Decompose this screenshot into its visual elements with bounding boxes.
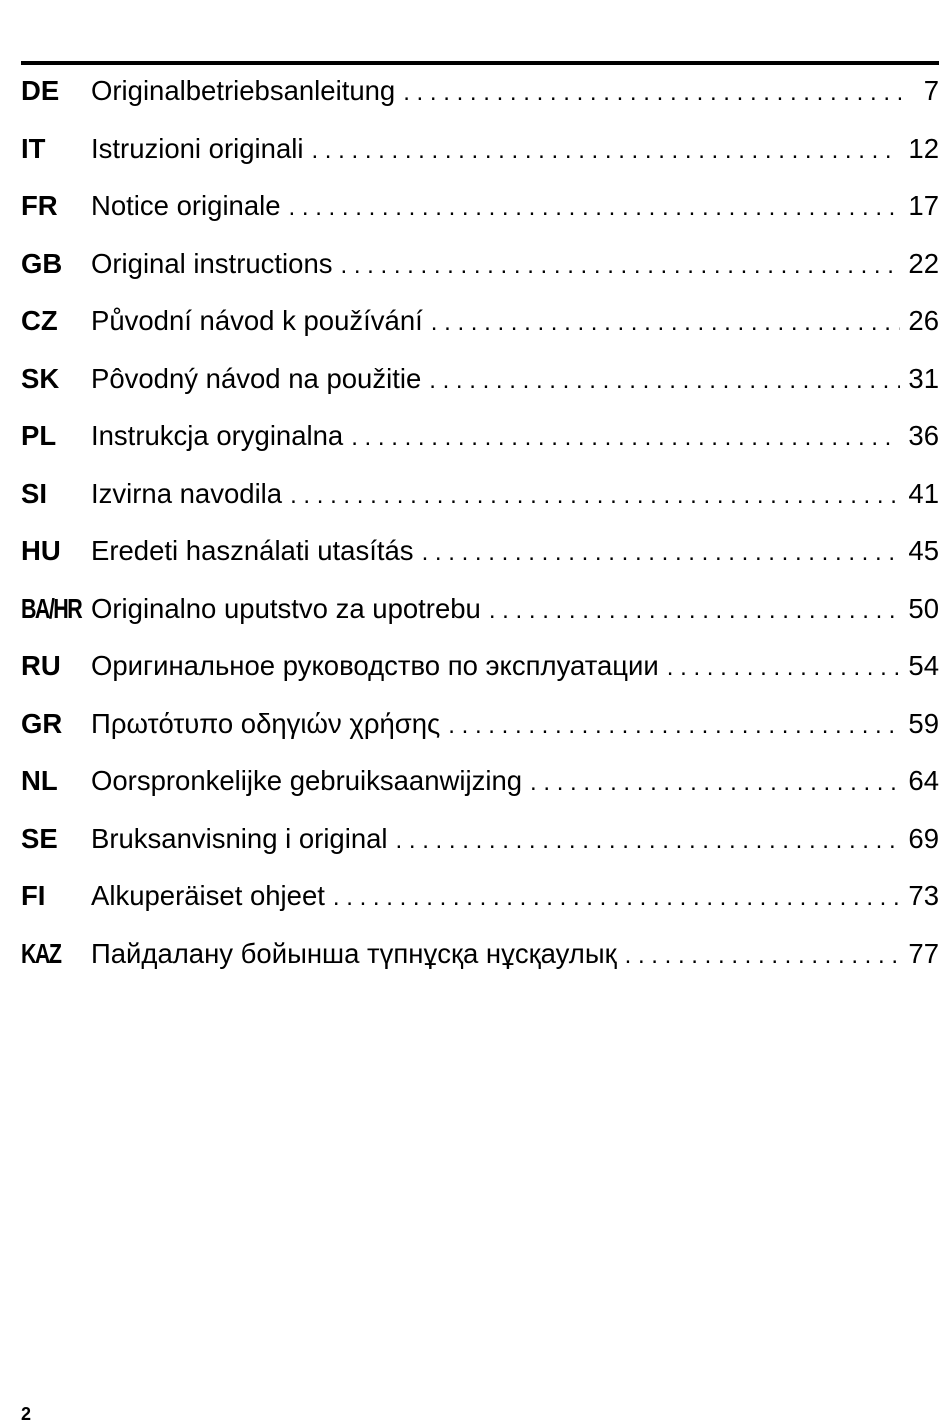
page-ref: 17 bbox=[908, 190, 939, 221]
toc-entry-se[interactable] bbox=[21, 810, 939, 868]
toc-entry-hu[interactable] bbox=[21, 522, 939, 580]
dot-leader bbox=[396, 812, 901, 870]
page-ref: 73 bbox=[908, 880, 939, 911]
dot-leader bbox=[290, 467, 900, 525]
page-ref: 77 bbox=[908, 937, 939, 969]
dot-leader bbox=[448, 697, 900, 755]
toc-entry-gr[interactable] bbox=[21, 695, 939, 753]
dot-leader bbox=[311, 122, 900, 180]
entry-title: Alkuperäiset ohjeet bbox=[91, 880, 325, 911]
language-code: FR bbox=[21, 190, 58, 221]
page-ref: 31 bbox=[908, 362, 939, 394]
toc-entry-pl[interactable] bbox=[21, 407, 939, 465]
page-ref: 36 bbox=[908, 420, 939, 451]
language-code: SK bbox=[21, 362, 60, 394]
dot-leader bbox=[351, 409, 900, 467]
page-number: 2 bbox=[21, 1404, 32, 1424]
language-code: CZ bbox=[21, 305, 58, 336]
dot-leader bbox=[625, 927, 901, 985]
page-ref: 64 bbox=[908, 765, 939, 796]
dot-leader bbox=[289, 179, 901, 237]
entry-title: Notice originale bbox=[91, 190, 281, 221]
dot-leader bbox=[403, 64, 901, 122]
dot-leader bbox=[489, 582, 901, 640]
dot-leader bbox=[530, 754, 900, 812]
toc-entry-de[interactable] bbox=[21, 62, 939, 120]
dot-leader bbox=[429, 352, 900, 410]
page-ref: 69 bbox=[908, 822, 939, 854]
toc-entry-cz[interactable] bbox=[21, 292, 939, 350]
language-code: GR bbox=[21, 707, 63, 739]
language-code: HU bbox=[21, 535, 61, 566]
toc-entry-ru[interactable] bbox=[21, 637, 939, 695]
language-code: FI bbox=[21, 880, 46, 911]
entry-title: Oorspronkelijke gebruiksaanwijzing bbox=[91, 765, 523, 796]
language-code-wrapper bbox=[21, 925, 91, 983]
dot-leader bbox=[667, 639, 901, 697]
language-code: GB bbox=[21, 247, 63, 279]
language-code: SI bbox=[21, 477, 47, 509]
page-ref: 26 bbox=[908, 305, 939, 336]
entry-title: Instrukcja oryginalna bbox=[91, 420, 344, 451]
language-code: SE bbox=[21, 822, 58, 854]
entry-title: Původní návod k používání bbox=[91, 305, 423, 336]
entry-title: Оригинальное руководство по эксплуатации bbox=[91, 650, 659, 681]
language-code-wrapper bbox=[21, 580, 91, 638]
entry-title: Originalno uputstvo za upotrebu bbox=[91, 592, 481, 624]
toc-entry-it[interactable] bbox=[21, 120, 939, 178]
toc-entry-nl[interactable] bbox=[21, 752, 939, 810]
language-code: PL bbox=[21, 420, 57, 451]
toc-entry-fr[interactable] bbox=[21, 177, 939, 235]
language-code: IT bbox=[21, 132, 46, 164]
toc-entry-fi[interactable] bbox=[21, 867, 939, 925]
page-ref: 41 bbox=[908, 477, 939, 509]
toc-entry-sk[interactable] bbox=[21, 350, 939, 408]
page-ref: 7 bbox=[923, 75, 939, 106]
page-ref: 59 bbox=[908, 707, 939, 739]
toc-entry-ba-hr[interactable] bbox=[21, 580, 939, 638]
dot-leader bbox=[340, 237, 900, 295]
toc-entry-si[interactable] bbox=[21, 465, 939, 523]
toc-entry-gb[interactable] bbox=[21, 235, 939, 293]
page-ref: 22 bbox=[908, 247, 939, 279]
entry-title: Izvirna navodila bbox=[91, 477, 283, 509]
page-ref: 50 bbox=[908, 592, 939, 624]
page-ref: 54 bbox=[908, 650, 939, 681]
entry-title: Eredeti használati utasítás bbox=[91, 535, 414, 566]
dot-leader bbox=[431, 294, 901, 352]
page-ref: 45 bbox=[908, 535, 939, 566]
entry-title: Πρωτότυπο οδηγιών χρήσης bbox=[91, 707, 441, 739]
entry-title: Пайдалану бойынша түпнұсқа нұсқаулық bbox=[91, 937, 617, 969]
language-code: RU bbox=[21, 650, 61, 681]
entry-title: Istruzioni originali bbox=[91, 132, 304, 164]
entry-title: Original instructions bbox=[91, 247, 333, 279]
entry-title: Pôvodný návod na použitie bbox=[91, 362, 422, 394]
page-ref: 12 bbox=[908, 132, 939, 164]
toc-entry-kaz[interactable] bbox=[21, 925, 939, 983]
dot-leader bbox=[422, 524, 901, 582]
language-code: DE bbox=[21, 75, 60, 106]
entry-title: Bruksanvisning i original bbox=[91, 822, 388, 854]
table-of-contents bbox=[21, 62, 939, 982]
language-code: KAZ bbox=[21, 937, 61, 969]
language-code: NL bbox=[21, 765, 58, 796]
entry-title: Originalbetriebsanleitung bbox=[91, 75, 396, 106]
dot-leader bbox=[333, 869, 901, 927]
language-code: BA/HR bbox=[21, 592, 82, 624]
